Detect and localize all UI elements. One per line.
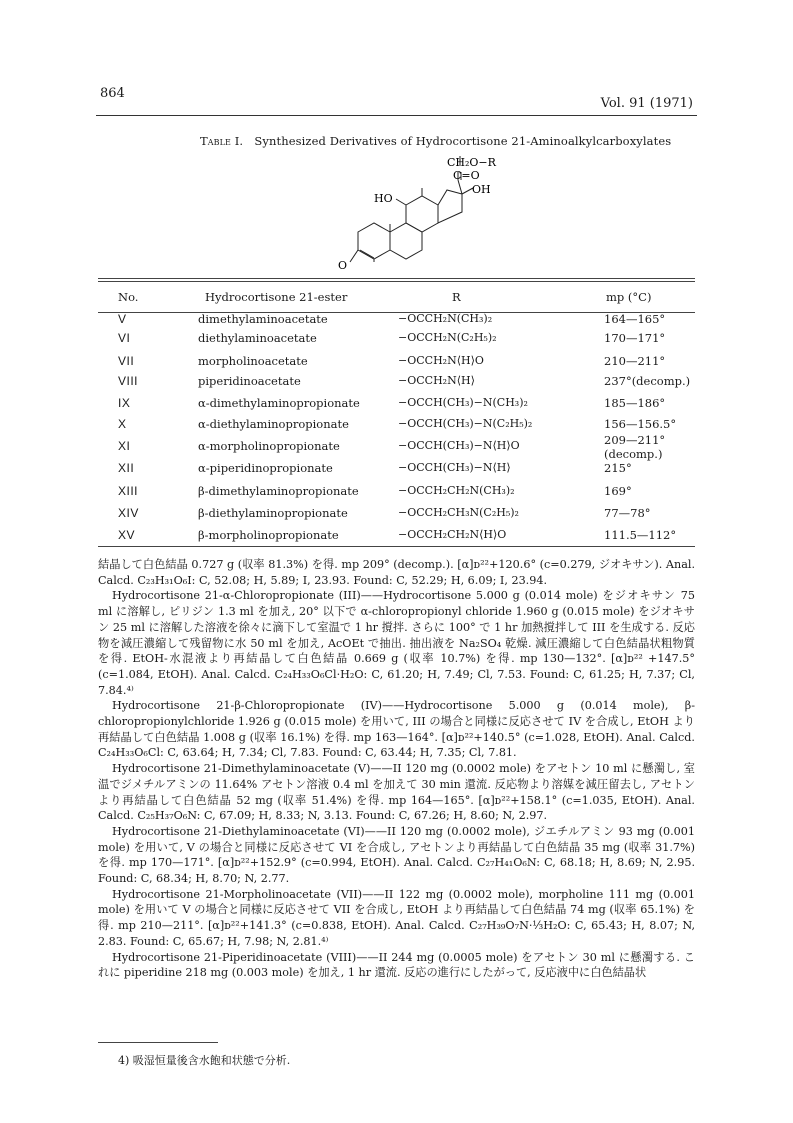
row-ester: morpholinoacetate [198, 354, 308, 368]
table-top-rule [98, 278, 695, 279]
structure-label-oh: OH [472, 183, 491, 196]
steroid-structure [330, 152, 510, 280]
row-r-group: −OCCH₂CH₂N⟨H⟩O [398, 528, 507, 541]
row-ester: α-dimethylaminopropionate [198, 396, 360, 410]
row-mp: 209—211° [604, 433, 666, 447]
row-number: XV [118, 528, 136, 542]
row-ester: dimethylaminoacetate [198, 312, 328, 326]
body-paragraph: 結晶して白色結晶 0.727 g (収率 81.3%) を得. mp 209° (decomp.). [α]ᴅ²²+120.6° (c=0.279, ジオキサン). Anal. Calcd. C₂₃H₃₁O₆I: C, 52.08; H, 5.89; I, 23.93. Found: C, 52.29; H, 6.09; I, 23.94. [98, 558, 695, 587]
body-paragraph: Hydrocortisone 21-Piperidinoacetate (VIII)——II 244 mg (0.0005 mole) をアセトン 30 ml に懸濁する. これに piperidine 218 mg (0.003 mole) を加え, 1 hr 還流. 反応の進行にしたがって, 反応液中に白色結晶状 [98, 950, 695, 980]
row-r-group: −OCCH₂N(C₂H₅)₂ [398, 331, 497, 344]
row-number: IX [118, 396, 131, 410]
row-ester: β-dimethylaminopropionate [198, 484, 359, 498]
row-ester: β-diethylaminopropionate [198, 506, 348, 520]
table-bottom-rule [98, 546, 695, 547]
header-ester: Hydrocortisone 21-ester [205, 290, 348, 304]
row-ester: α-morpholinopropionate [198, 439, 340, 453]
row-mp-note: (decomp.) [604, 447, 663, 461]
body-paragraph: Hydrocortisone 21-β-Chloropropionate (IV)——Hydrocortisone 5.000 g (0.014 mole), β-chloropropionylchloride 1.926 g (0.015 mole) を用いて, III の場合と同様に反応させて IV を合成し, EtOH より再結晶して白色結晶 1.008 g (収率 16.1%) を得. mp 163—164°. [α]ᴅ²²+140.5° (c=1.028, EtOH). Anal. Calcd. C₂₄H₃₃O₆Cl: C, 63.64; H, 7.34; Cl, 7.83. Found: C, 63.44; H, 7.35; Cl, 7.81. [98, 699, 695, 760]
row-ester: α-diethylaminopropionate [198, 417, 349, 431]
row-number: XII [118, 461, 135, 475]
header-rule [96, 115, 697, 116]
row-r-group: −OCCH(CH₃)−N(CH₃)₂ [398, 396, 528, 409]
row-number: VIII [118, 374, 139, 388]
body-text [98, 557, 695, 981]
header-mp: mp (°C) [606, 290, 652, 304]
row-ester: β-morpholinopropionate [198, 528, 339, 542]
header-r: R [452, 290, 461, 304]
row-r-group: −OCCH₂CH₂N(CH₃)₂ [398, 484, 515, 497]
row-mp: 77—78° [604, 506, 651, 520]
row-number: XI [118, 439, 131, 453]
row-r-group: −OCCH₂CH₃N(C₂H₅)₂ [398, 506, 519, 519]
row-mp: 185—186° [604, 396, 666, 410]
row-number: X [118, 417, 127, 431]
structure-label-oxo: O [338, 259, 348, 272]
footnote-rule [98, 1042, 218, 1043]
row-r-group: −OCCH(CH₃)−N(C₂H₅)₂ [398, 417, 533, 430]
row-number: XIII [118, 484, 139, 498]
body-paragraph: Hydrocortisone 21-α-Chloropropionate (III)——Hydrocortisone 5.000 g (0.014 mole) をジオキサン 75 ml に溶解し, ピリジン 1.3 ml を加え, 20° 以下で α-chloropropionyl chloride 1.960 g (0.015 mole) をジオキサン 25 ml に溶解した溶液を徐々に滴下して室温で 1 hr 撹拌. さらに 100° で 1 hr 加熱撹拌して III を生成する. 反応物を減圧濃縮して残留物に水 50 ml を加え, AcOEt で抽出. 抽出液を Na₂SO₄ 乾燥. 減圧濃縮して白色結晶状粗物質を得. EtOH-水混液より再結晶して白色結晶 0.669 g (収率 10.7%) を得. mp 130—132°. [α]ᴅ²² +147.5° (c=1.084, EtOH). Anal. Calcd. C₂₄H₃₃O₆Cl·H₂O: C, 61.20; H, 7.49; Cl, 7.53. Found: C, 61.25; H, 7.37; Cl, 7.84.⁴⁾ [98, 589, 695, 697]
structure-label-ho: HO [374, 192, 393, 205]
table-caption-text: Synthesized Derivatives of Hydrocortisone 21-Aminoalkylcarboxylates [254, 134, 672, 148]
row-number: VII [118, 354, 135, 368]
row-number: V [118, 312, 127, 326]
row-ester: α-piperidinopropionate [198, 461, 333, 475]
row-r-group: −OCCH(CH₃)−N⟨H⟩O [398, 439, 520, 452]
row-mp: 237°(decomp.) [604, 374, 691, 388]
page-number: 864 [100, 86, 125, 101]
row-r-group: −OCCH₂N⟨H⟩O [398, 354, 484, 367]
row-number: VI [118, 331, 131, 345]
row-mp: 170—171° [604, 331, 666, 345]
header-no: No. [118, 290, 139, 304]
table-caption [200, 134, 671, 148]
row-mp: 210—211° [604, 354, 666, 368]
body-paragraph: Hydrocortisone 21-Morpholinoacetate (VII)——II 122 mg (0.0002 mole), morpholine 111 mg (0.001 mole) を用いて V の場合と同様に反応させて VII を合成し, EtOH より再結晶して白色結晶 74 mg (収率 65.1%) を得. mp 210—211°. [α]ᴅ²²+141.3° (c=0.838, EtOH). Anal. Calcd. C₂₇H₃₉O₇N·⅓H₂O: C, 65.43; H, 8.07; N, 2.83. Found: C, 65.67; H, 7.98; N, 2.81.⁴⁾ [98, 887, 695, 948]
row-mp: 215° [604, 461, 632, 475]
body-paragraph: Hydrocortisone 21-Diethylaminoacetate (VI)——II 120 mg (0.0002 mole), ジエチルアミン 93 mg (0.001 mole) を用いて, V の場合と同様に反応させて VI を合成し, アセトンより再結晶して白色結晶 35 mg (収率 31.7%) を得. mp 170—171°. [α]ᴅ²²+152.9° (c=0.994, EtOH). Anal. Calcd. C₂₇H₄₁O₆N: C, 68.18; H, 8.69; N, 2.95. Found: C, 68.34; H, 8.70; N, 2.77. [98, 824, 695, 886]
body-paragraph: Hydrocortisone 21-Dimethylaminoacetate (V)——II 120 mg (0.0002 mole) をアセトン 10 ml に懸濁し, 室温でジメチルアミンの 11.64% アセトン溶液 0.4 ml を加えて 30 min 還流. 反応物より溶媒を減圧留去し, アセトンより再結晶して白色結晶 52 mg (収率 51.4%) を得. mp 164—165°. [α]ᴅ²²+158.1° (c=1.035, EtOH). Anal. Calcd. C₂₅H₃₇O₆N: C, 67.09; H, 8.33; N, 3.13. Found: C, 67.26; H, 8.60; N, 2.97. [98, 762, 695, 823]
row-mp: 169° [604, 484, 632, 498]
table-top-rule-2 [98, 281, 695, 282]
row-r-group: −OCCH(CH₃)−N⟨H⟩ [398, 461, 511, 474]
row-r-group: −OCCH₂N⟨H⟩ [398, 374, 475, 387]
structure-label-carbonyl: C=O [453, 169, 480, 182]
row-number: XIV [118, 506, 139, 520]
row-mp: 111.5—112° [604, 528, 677, 542]
row-mp: 164—165° [604, 312, 666, 326]
footnote: 4) 吸湿恒量後含水飽和状態で分析. [118, 1054, 291, 1067]
row-ester: piperidinoacetate [198, 374, 301, 388]
table-caption-label: Table I. [200, 134, 244, 148]
row-ester: diethylaminoacetate [198, 331, 317, 345]
structure-label-top: CH₂O−R [447, 156, 496, 169]
row-mp: 156—156.5° [604, 417, 677, 431]
row-r-group: −OCCH₂N(CH₃)₂ [398, 312, 493, 325]
journal-volume: Vol. 91 (1971) [600, 96, 693, 111]
